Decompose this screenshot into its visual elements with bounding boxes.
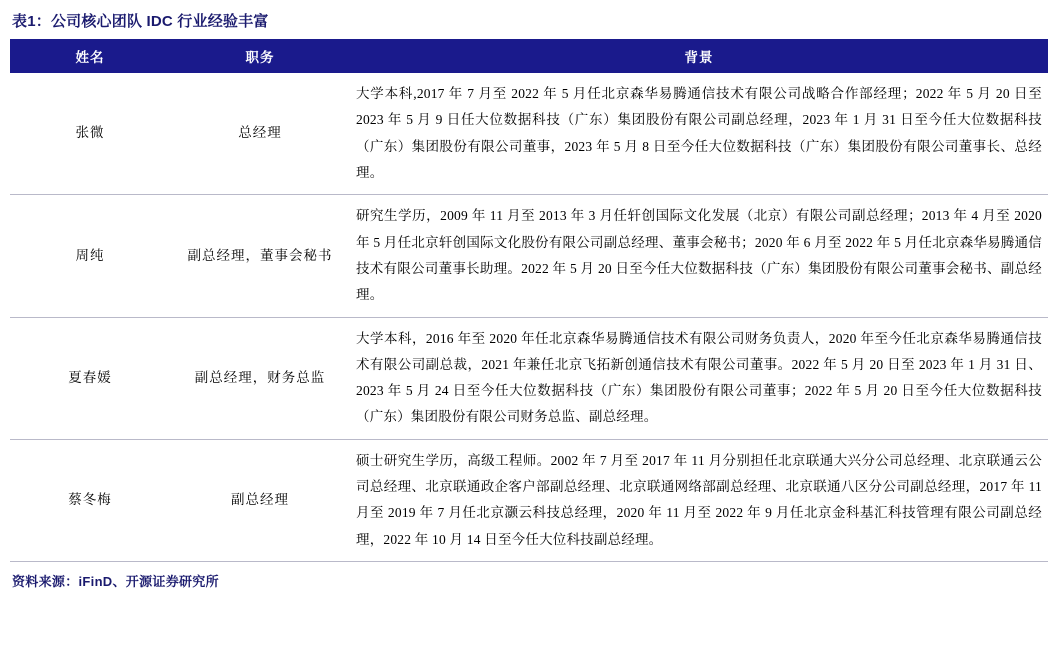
core-team-table — [10, 39, 1048, 562]
cell-background: 大学本科，2016 年至 2020 年任北京森华易腾通信技术有限公司财务负责人，2020 年至今任北京森华易腾通信技术有限公司副总裁，2021 年兼任北京飞拓新创通信技术有限公司董事。2022 年 5 月 20 日至 2023 年 1 月 31 日、2023 年 5 月 24 日至今任大位数据科技（广东）集团股份有限公司董事；2022 年 5 月 20 日至今任大位数据科技（广东）集团股份有限公司财务总监、副总经理。 — [350, 317, 1048, 439]
table-header — [10, 39, 1048, 73]
cell-name: 蔡冬梅 — [10, 439, 170, 561]
cell-name: 张微 — [10, 73, 170, 195]
source-note: 资料来源：iFinD、开源证券研究所 — [12, 574, 219, 589]
cell-title: 副总经理，财务总监 — [170, 317, 350, 439]
table-header-row — [10, 39, 1048, 73]
column-header-background: 背景 — [350, 39, 1048, 73]
table-row — [10, 195, 1048, 317]
cell-background: 硕士研究生学历，高级工程师。2002 年 7 月至 2017 年 11 月分别担任北京联通大兴分公司总经理、北京联通云公司总经理、北京联通政企客户部副总经理、北京联通网络部副总经理、北京联通八区分公司副总经理，2017 年 11 月至 2019 年 7 月任北京灏云科技总经理，2020 年 11 月至 2022 年 9 月任北京金科基汇科技管理有限公司副总经理，2022 年 10 月 14 日至今任大位科技副总经理。 — [350, 439, 1048, 561]
table-row — [10, 73, 1048, 195]
cell-title: 副总经理 — [170, 439, 350, 561]
cell-background: 大学本科,2017 年 7 月至 2022 年 5 月任北京森华易腾通信技术有限公司战略合作部经理；2022 年 5 月 20 日至 2023 年 5 月 9 日任大位数据科技（广东）集团股份有限公司副总经理，2023 年 1 月 31 日至今任大位数据科技（广东）集团股份有限公司董事，2023 年 5 月 8 日至今任大位数据科技（广东）集团股份有限公司董事长、总经理。 — [350, 73, 1048, 195]
table-caption: 表1：公司核心团队 IDC 行业经验丰富 — [12, 13, 269, 30]
cell-title: 总经理 — [170, 73, 350, 195]
table-row — [10, 317, 1048, 439]
cell-name: 夏春媛 — [10, 317, 170, 439]
cell-background: 研究生学历，2009 年 11 月至 2013 年 3 月任轩创国际文化发展（北京）有限公司副总经理；2013 年 4 月至 2020 年 5 月任北京轩创国际文化股份有限公司副总经理、董事会秘书；2020 年 6 月至 2022 年 5 月任北京森华易腾通信技术有限公司董事长助理。2022 年 5 月 20 日至今任大位数据科技（广东）集团股份有限公司董事会秘书、副总经理。 — [350, 195, 1048, 317]
column-header-name: 姓名 — [10, 39, 170, 73]
cell-name: 周纯 — [10, 195, 170, 317]
cell-title: 副总经理，董事会秘书 — [170, 195, 350, 317]
table-body — [10, 73, 1048, 562]
column-header-title: 职务 — [170, 39, 350, 73]
table-row — [10, 439, 1048, 561]
